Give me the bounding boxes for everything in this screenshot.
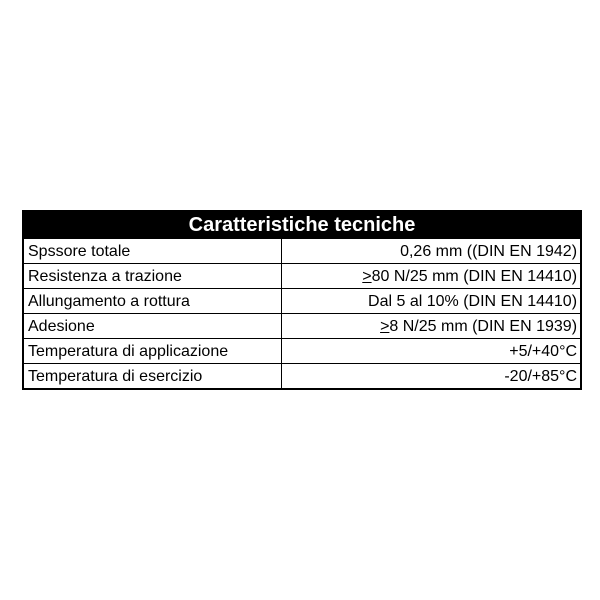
- spec-value: [281, 239, 581, 264]
- spec-label: Resistenza a trazione: [23, 264, 281, 289]
- table-header-row: [23, 211, 581, 239]
- table-row: [23, 239, 581, 264]
- table-row: [23, 339, 581, 364]
- spec-value: [281, 339, 581, 364]
- spec-label: Temperatura di esercizio: [23, 364, 281, 390]
- spec-value-prefix: >: [362, 267, 372, 285]
- spec-value-text: Dal 5 al 10% (DIN EN 14410): [368, 292, 578, 310]
- table-title: Caratteristiche tecniche: [23, 211, 581, 239]
- spec-label: Spssore totale: [23, 239, 281, 264]
- technical-specs-table: [22, 210, 582, 390]
- spec-value: [281, 314, 581, 339]
- spec-value-prefix: >: [380, 317, 390, 335]
- spec-label: Adesione: [23, 314, 281, 339]
- spec-label: Allungamento a rottura: [23, 289, 281, 314]
- spec-value-text: 8 N/25 mm (DIN EN 1939): [389, 317, 578, 335]
- table-row: [23, 264, 581, 289]
- spec-value: [281, 264, 581, 289]
- table-row: [23, 314, 581, 339]
- table-row: [23, 364, 581, 390]
- table-row: [23, 289, 581, 314]
- spec-value-text: +5/+40°C: [509, 342, 578, 360]
- spec-value-text: -20/+85°C: [504, 367, 578, 385]
- spec-value-text: 0,26 mm ((DIN EN 1942): [400, 242, 578, 260]
- spec-label: Temperatura di applicazione: [23, 339, 281, 364]
- spec-value: [281, 364, 581, 390]
- spec-value-text: 80 N/25 mm (DIN EN 14410): [371, 267, 578, 285]
- spec-value: [281, 289, 581, 314]
